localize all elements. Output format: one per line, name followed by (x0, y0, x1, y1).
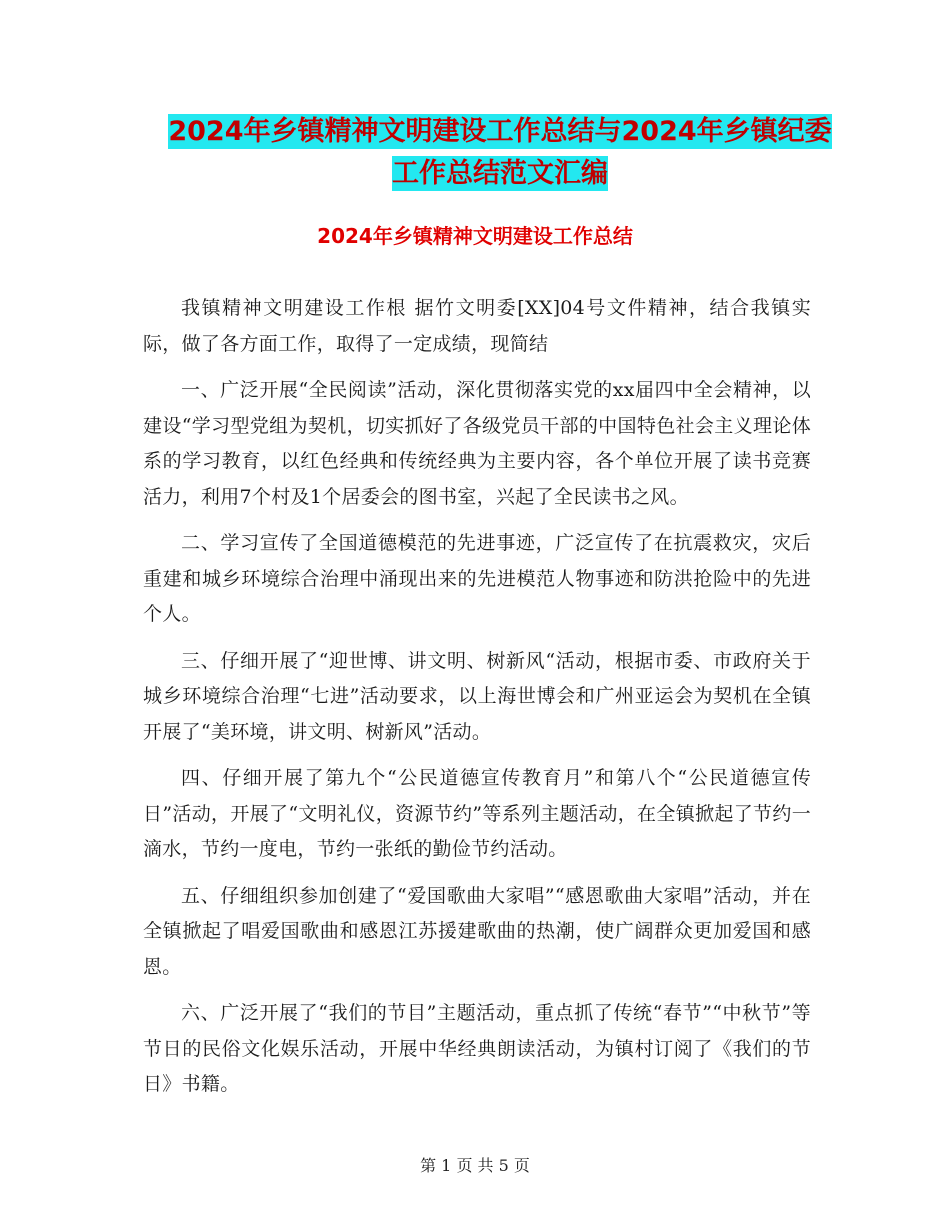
document-body (143, 291, 811, 1114)
page-number-footer: 第 1 页 共 5 页 (420, 1156, 530, 1175)
document-title-line-1: 2024年乡镇精神文明建设工作总结与2024年乡镇纪委 (168, 116, 832, 147)
document-title-line-2: 工作总结范文汇编 (392, 158, 608, 189)
section-title: 2024年乡镇精神文明建设工作总结 (317, 224, 633, 248)
paragraph-item-5: 五、仔细组织参加创建了“爱国歌曲大家唱”“感恩歌曲大家唱”活动，并在全镇掀起了唱爱国歌曲和感恩江苏援建歌曲的热潮，使广阔群众更加爱国和感恩。 (143, 884, 811, 978)
paragraph-intro: 我镇精神文明建设工作根 据竹文明委[XX]04号文件精神，结合我镇实际，做了各方面工作，取得了一定成绩，现简结 (143, 297, 811, 355)
paragraph-item-6: 六、广泛开展了“我们的节目”主题活动，重点抓了传统“春节”“中秋节”等节日的民俗文化娱乐活动，开展中华经典朗读活动，为镇村订阅了《我们的节日》书籍。 (143, 1002, 811, 1095)
paragraph-item-2: 二、学习宣传了全国道德模范的先进事迹，广泛宣传了在抗震救灾，灾后重建和城乡环境综合治理中涌现出来的先进模范人物事迹和防洪抢险中的先进个人。 (143, 532, 811, 625)
paragraph-item-1: 一、广泛开展“全民阅读”活动，深化贯彻落实党的xx届四中全会精神，以建设“学习型党组为契机，切实抓好了各级党员干部的中国特色社会主义理论体系的学习教育，以红色经典和传统经典为主要内容，各个单位开展了读书竞赛活力，利用7个村及1个居委会的图书室，兴起了全民读书之风。 (143, 379, 811, 508)
paragraph-item-3: 三、仔细开展了“迎世博、讲文明、树新风“活动，根据市委、市政府关于城乡环境综合治理“七进”活动要求，以上海世博会和广州亚运会为契机在全镇开展了“美环境，讲文明、树新风”活动。 (143, 649, 811, 743)
paragraph-item-4: 四、仔细开展了第九个“公民道德宣传教育月”和第八个“公民道德宣传日”活动，开展了“文明礼仪，资源节约”等系列主题活动，在全镇掀起了节约一滴水，节约一度电，节约一张纸的勤俭节约活动。 (143, 767, 811, 860)
